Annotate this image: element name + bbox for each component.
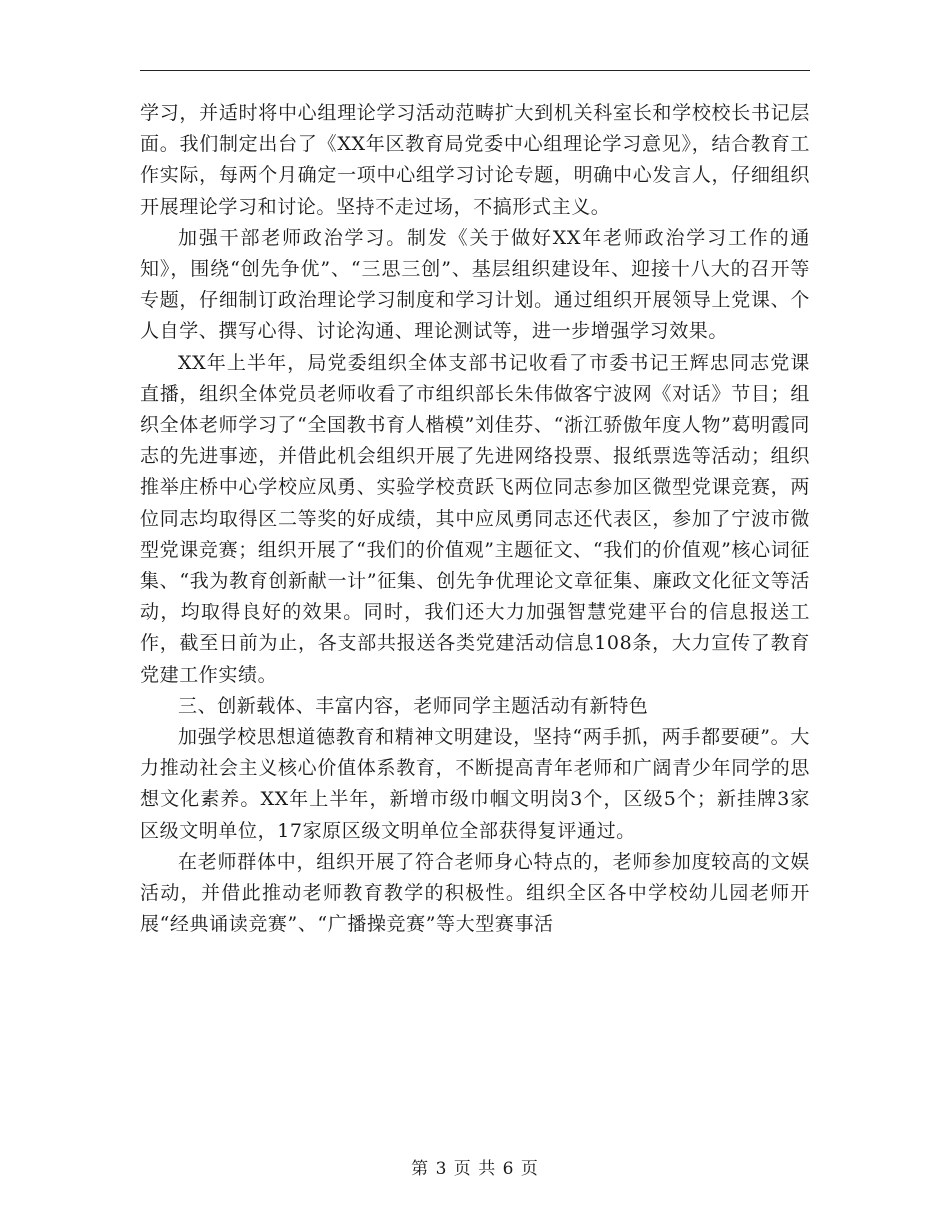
section-heading: 三、创新载体、丰富内容，老师同学主题活动有新特色: [178, 694, 649, 717]
document-body: [140, 98, 810, 940]
paragraph: 在老师群体中，组织开展了符合老师身心特点的，老师参加度较高的文娱活动，并借此推动老师教育教学的积极性。组织全区各中学校幼儿园老师开展“经典诵读竞赛”、“广播操竞赛”等大型赛事活: [140, 850, 810, 936]
header-rule: [140, 70, 810, 71]
paragraph: XX年上半年，局党委组织全体支部书记收看了市委书记王辉忠同志党课直播，组织全体党员老师收看了市组织部长朱伟做客宁波网《对话》节目；组织全体老师学习了“全国教书育人楷模”刘佳芬、“浙江骄傲年度人物”葛明霞同志的先进事迹，并借此机会组织开展了先进网络投票、报纸票选等活动；组织推举庄桥中心学校应凤勇、实验学校贲跃飞两位同志参加区微型党课竞赛，两位同志均取得区二等奖的好成绩，其中应凤勇同志还代表区，参加了宁波市微型党课竞赛；组织开展了“我们的价值观”主题征文、“我们的价值观”核心词征集、“我为教育创新献一计”征集、创先争优理论文章征集、廉政文化征文等活动，均取得良好的效果。同时，我们还大力加强智慧党建平台的信息报送工作，截至日前为止，各支部共报送各类党建活动信息108条，大力宣传了教育党建工作实绩。: [140, 351, 810, 686]
paragraph: 加强干部老师政治学习。制发《关于做好XX年老师政治学习工作的通知》，围绕“创先争优”、“三思三创”、基层组织建设年、迎接十八大的召开等专题，仔细制订政治理论学习制度和学习计划。通过组织开展领导上党课、个人自学、撰写心得、讨论沟通、理论测试等，进一步增强学习效果。: [140, 226, 810, 343]
paragraph: 加强学校思想道德教育和精神文明建设，坚持“两手抓，两手都要硬”。大力推动社会主义核心价值体系教育，不断提高青年老师和广阔青少年同学的思想文化素养。XX年上半年，新增市级巾帼文明岗3个，区级5个；新挂牌3家区级文明单位，17家原区级文明单位全部获得复评通过。: [140, 726, 810, 842]
paragraph: 学习，并适时将中心组理论学习活动范畴扩大到机关科室长和学校校长书记层面。我们制定出台了《XX年区教育局党委中心组理论学习意见》，结合教育工作实际，每两个月确定一项中心组学习讨论专题，明确中心发言人，仔细组织开展理论学习和讨论。坚持不走过场，不搞形式主义。: [140, 102, 810, 218]
page-number: 第 3 页 共 6 页: [411, 1159, 539, 1179]
page-footer: [0, 1154, 950, 1179]
